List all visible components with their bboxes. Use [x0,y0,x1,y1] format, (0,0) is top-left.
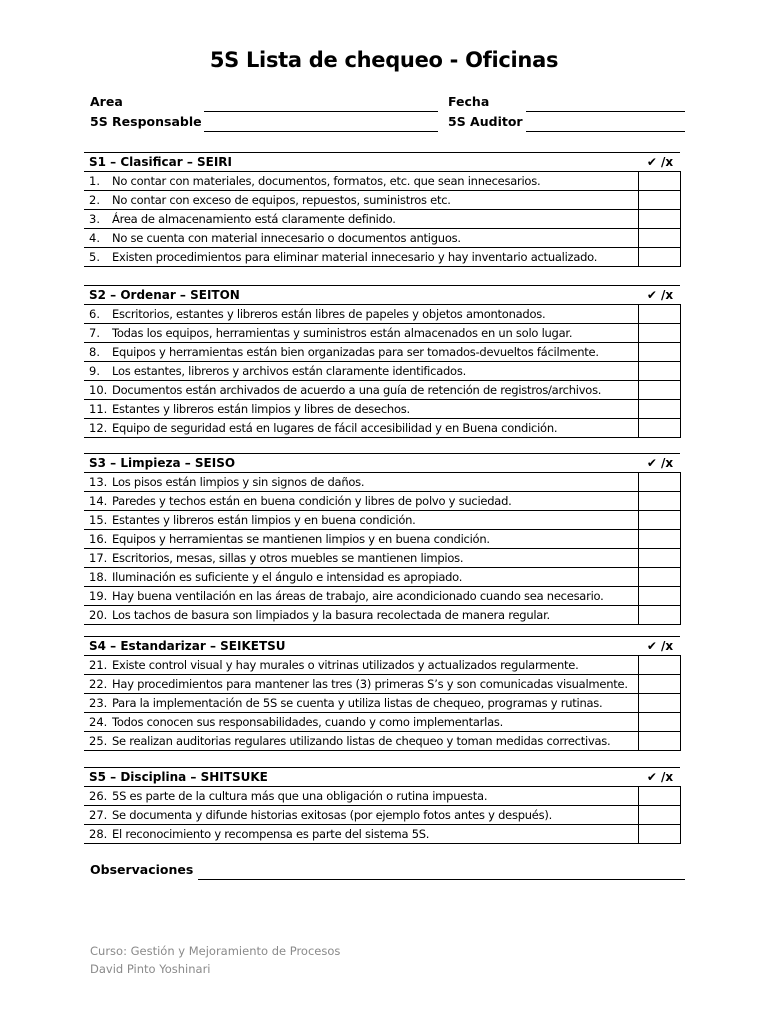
observaciones-field[interactable] [198,879,685,880]
check-column-header: ✔ /x [646,639,674,653]
item-number: 7. [89,326,100,340]
check-box[interactable] [638,209,681,229]
check-box[interactable] [638,605,681,625]
item-number: 25. [89,734,108,748]
section-title: S5 – Disciplina – SHITSUKE [89,770,268,784]
check-box[interactable] [638,171,681,191]
item-text: Equipo de seguridad está en lugares de fácil accesibilidad y en Buena condición. [112,421,558,435]
check-box[interactable] [638,361,681,381]
item-text: 5S es parte de la cultura más que una obligación o rutina impuesta. [112,789,488,803]
check-box[interactable] [638,228,681,248]
item-text: Paredes y techos están en buena condición y libres de polvo y suciedad. [112,494,512,508]
item-text: Equipos y herramientas están bien organizadas para ser tomados-devueltos fácilmente. [112,345,599,359]
checklist-item [84,568,680,587]
check-box[interactable] [638,190,681,210]
item-number: 23. [89,696,108,710]
item-number: 21. [89,658,108,672]
check-box[interactable] [638,418,681,438]
check-box[interactable] [638,567,681,587]
item-number: 20. [89,608,108,622]
checklist-item [84,787,680,806]
checklist-item [84,229,680,248]
checklist-item [84,191,680,210]
checklist-item [84,210,680,229]
item-number: 27. [89,808,108,822]
item-text: Todas los equipos, herramientas y suministros están almacenados en un solo lugar. [112,326,573,340]
check-box[interactable] [638,731,681,751]
checklist-item [84,511,680,530]
area-field[interactable] [204,111,438,112]
item-text: Estantes y libreros están limpios y en buena condición. [112,513,416,527]
checklist-item [84,656,680,675]
item-text: Los tachos de basura son limpiados y la basura recolectada de manera regular. [112,608,550,622]
item-text: Existen procedimientos para eliminar material innecesario y hay inventario actualizado. [112,250,598,264]
item-number: 22. [89,677,108,691]
checklist-item [84,419,680,438]
area-label: Area [90,94,123,109]
responsable-label: 5S Responsable [90,114,202,129]
checklist-item [84,362,680,381]
auditor-field[interactable] [526,131,685,132]
item-number: 19. [89,589,108,603]
checklist-item [84,587,680,606]
section-header [84,767,680,787]
checklist-item [84,549,680,568]
item-text: Equipos y herramientas se mantienen limpios y en buena condición. [112,532,490,546]
item-number: 18. [89,570,108,584]
item-text: Documentos están archivados de acuerdo a una guía de retención de registros/archivos. [112,383,602,397]
check-box[interactable] [638,805,681,825]
check-box[interactable] [638,247,681,267]
section-header [84,285,680,305]
check-box[interactable] [638,693,681,713]
item-number: 28. [89,827,108,841]
check-box[interactable] [638,712,681,732]
section-header [84,152,680,172]
checklist-item [84,343,680,362]
checklist-item [84,694,680,713]
footer-course: Curso: Gestión y Mejoramiento de Procesos [90,944,341,958]
check-column-header: ✔ /x [646,770,674,784]
fecha-field[interactable] [526,111,685,112]
check-box[interactable] [638,380,681,400]
item-text: No se cuenta con material innecesario o documentos antiguos. [112,231,461,245]
check-box[interactable] [638,342,681,362]
item-number: 15. [89,513,108,527]
observaciones-label: Observaciones [90,862,194,877]
checklist-item [84,473,680,492]
item-number: 14. [89,494,108,508]
check-column-header: ✔ /x [646,155,674,169]
checklist-item [84,381,680,400]
responsable-field[interactable] [204,131,438,132]
item-number: 4. [89,231,100,245]
check-box[interactable] [638,674,681,694]
footer-author: David Pinto Yoshinari [90,962,211,976]
section-title: S4 – Estandarizar – SEIKETSU [89,639,286,653]
checklist-item [84,248,680,267]
check-column-header: ✔ /x [646,456,674,470]
item-text: No contar con exceso de equipos, repuestos, suministros etc. [112,193,451,207]
item-number: 8. [89,345,100,359]
item-number: 16. [89,532,108,546]
item-text: Los pisos están limpios y sin signos de daños. [112,475,365,489]
section-s4 [84,636,680,751]
check-box[interactable] [638,472,681,492]
item-text: Área de almacenamiento está claramente definido. [112,212,396,226]
item-text: Escritorios, mesas, sillas y otros muebles se mantienen limpios. [112,551,464,565]
checklist-item [84,530,680,549]
fecha-label: Fecha [448,94,490,109]
checklist-item [84,324,680,343]
check-box[interactable] [638,323,681,343]
item-text: El reconocimiento y recompensa es parte del sistema 5S. [112,827,430,841]
item-text: Todos conocen sus responsabilidades, cuando y como implementarlas. [112,715,504,729]
item-number: 17. [89,551,108,565]
section-title: S2 – Ordenar – SEITON [89,288,240,302]
item-number: 1. [89,174,100,188]
item-text: Se realizan auditorias regulares utilizando listas de chequeo y toman medidas correctivas. [112,734,611,748]
item-number: 5. [89,250,100,264]
item-number: 13. [89,475,108,489]
auditor-label: 5S Auditor [448,114,523,129]
section-title: S3 – Limpieza – SEISO [89,456,236,470]
item-text: Escritorios, estantes y libreros están libres de papeles y objetos amontonados. [112,307,546,321]
section-header [84,453,680,473]
page-title: 5S Lista de chequeo - Oficinas [209,48,559,72]
check-box[interactable] [638,586,681,606]
item-text: Existe control visual y hay murales o vitrinas utilizados y actualizados regularmente. [112,658,579,672]
item-number: 3. [89,212,100,226]
checklist-item [84,713,680,732]
item-number: 6. [89,307,100,321]
checklist-item [84,825,680,844]
section-s3 [84,453,680,625]
item-text: Hay buena ventilación en las áreas de trabajo, aire acondicionado cuando sea necesario. [112,589,604,603]
checklist-item [84,172,680,191]
item-text: Hay procedimientos para mantener las tres (3) primeras S’s y son comunicadas visualmente. [112,677,628,691]
checklist-item [84,675,680,694]
section-s1 [84,152,680,267]
check-box[interactable] [638,548,681,568]
item-number: 26. [89,789,108,803]
check-box[interactable] [638,510,681,530]
item-number: 11. [89,402,108,416]
checklist-item [84,606,680,625]
item-number: 9. [89,364,100,378]
checklist-item [84,305,680,324]
item-text: No contar con materiales, documentos, formatos, etc. que sean innecesarios. [112,174,541,188]
item-text: Los estantes, libreros y archivos están claramente identificados. [112,364,466,378]
check-box[interactable] [638,824,681,844]
item-text: Para la implementación de 5S se cuenta y utiliza listas de chequeo, programas y rutinas. [112,696,603,710]
check-box[interactable] [638,529,681,549]
check-box[interactable] [638,399,681,419]
check-box[interactable] [638,304,681,324]
check-box[interactable] [638,491,681,511]
item-text: Iluminación es suficiente y el ángulo e intensidad es apropiado. [112,570,463,584]
checklist-item [84,806,680,825]
section-s2 [84,285,680,438]
section-header [84,636,680,656]
item-text: Se documenta y difunde historias exitosas (por ejemplo fotos antes y después). [112,808,553,822]
checklist-item [84,492,680,511]
item-number: 2. [89,193,100,207]
section-title: S1 – Clasificar – SEIRI [89,155,233,169]
checklist-item [84,732,680,751]
item-number: 12. [89,421,108,435]
check-column-header: ✔ /x [646,288,674,302]
section-s5 [84,767,680,844]
item-number: 24. [89,715,108,729]
checklist-item [84,400,680,419]
check-box[interactable] [638,786,681,806]
item-number: 10. [89,383,108,397]
item-text: Estantes y libreros están limpios y libres de desechos. [112,402,410,416]
check-box[interactable] [638,655,681,675]
